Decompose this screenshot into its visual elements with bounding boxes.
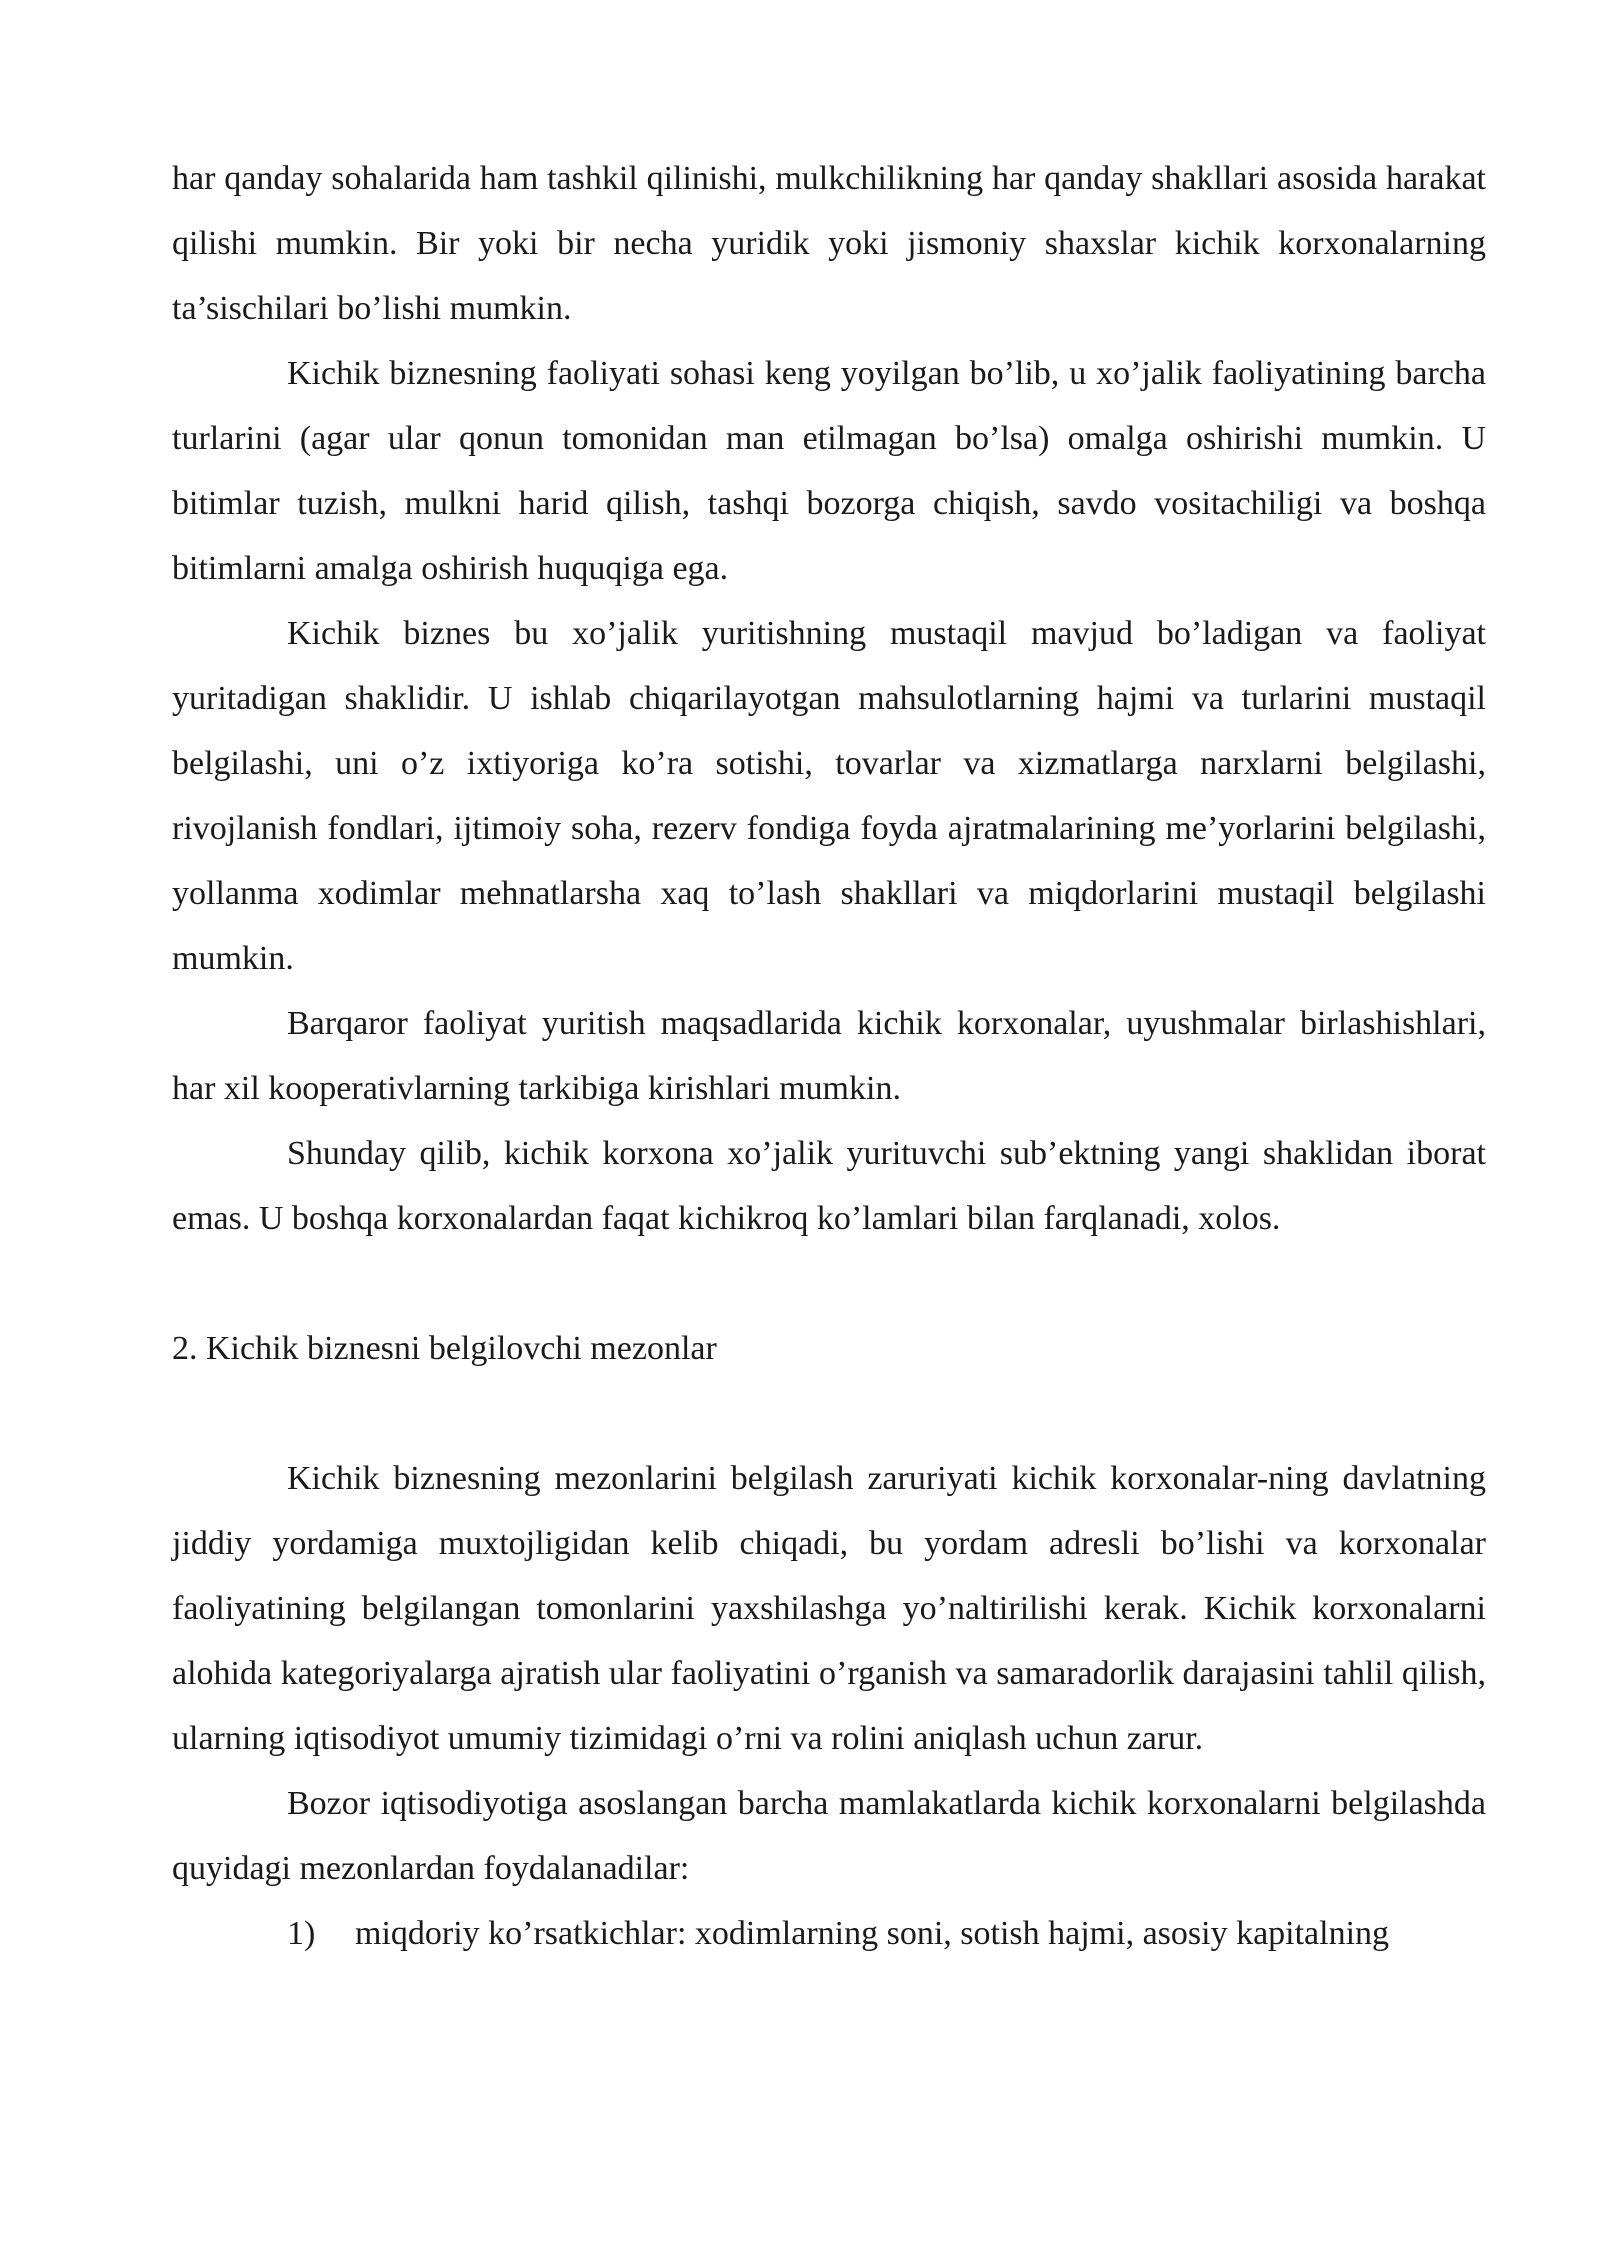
- paragraph-continuation: har qanday sohalarida ham tashkil qilinishi, mulkchilikning har qanday shakllari asosida harakat qilishi mumkin. Bir yoki bir necha yuridik yoki jismoniy shaxslar kichik korxonalarning ta’sischilari bo’lishi mumkin.: [172, 160, 1486, 327]
- paragraph-criteria-need: Kichik biznesning mezonlarini belgilash zaruriyati kichik korxonalar-ning davlatning jiddiy yordamiga muxtojligidan kelib chiqadi, bu yordam adresli bo’lishi va korxonalar faoliyatining belgilangan tomonlarini yaxshilashga yo’naltirilishi kerak. Kichik korxonalarni alohida kategoriyalarga ajratish ular faoliyatini o’rganish va samaradorlik darajasini tahlil qilish, ularning iqtisodiyot umumiy tizimidagi o’rni va rolini aniqlash uchun zarur.: [172, 1460, 1486, 1757]
- list-item-text: miqdoriy ko’rsatkichlar: xodimlarning soni, sotish hajmi, asosiy kapitalning: [355, 1915, 1390, 1952]
- paragraph-activity-scope: Kichik biznesning faoliyati sohasi keng yoyilgan bo’lib, u xo’jalik faoliyatining barcha turlarini (agar ular qonun tomonidan man etilmagan bo’lsa) omalga oshirishi mumkin. U bitimlar tuzish, mulkni harid qilish, tashqi bozorga chiqish, savdo vositachiligi va boshqa bitimlarni amalga oshirish huquqiga ega.: [172, 355, 1486, 587]
- list-item-number: 1): [287, 1915, 316, 1952]
- section-heading: 2. Kichik biznesni belgilovchi mezonlar: [172, 1330, 717, 1367]
- list-item: [172, 1901, 1486, 1966]
- document-body: [172, 146, 1486, 1966]
- paragraph-stable-activity: Barqaror faoliyat yuritish maqsadlarida kichik korxonalar, uyushmalar birlashishlari, har xil kooperativlarning tarkibiga kirishlari mumkin.: [172, 1005, 1486, 1107]
- paragraph-criteria-intro: Bozor iqtisodiyotiga asoslangan barcha mamlakatlarda kichik korxonalarni belgilashda quyidagi mezonlardan foydalanadilar:: [172, 1785, 1486, 1887]
- paragraph-conclusion: Shunday qilib, kichik korxona xo’jalik yurituvchi sub’ektning yangi shaklidan iborat emas. U boshqa korxonalardan faqat kichikroq ko’lamlari bilan farqlanadi, xolos.: [172, 1135, 1486, 1237]
- paragraph-independent-form: Kichik biznes bu xo’jalik yuritishning mustaqil mavjud bo’ladigan va faoliyat yuritadigan shaklidir. U ishlab chiqarilayotgan mahsulotlarning hajmi va turlarini mustaqil belgilashi, uni o’z ixtiyoriga ko’ra sotishi, tovarlar va xizmatlarga narxlarni belgilashi, rivojlanish fondlari, ijtimoiy soha, rezerv fondiga foyda ajratmalarining me’yorlarini belgilashi, yollanma xodimlar mehnatlarsha xaq to’lash shakllari va miqdorlarini mustaqil belgilashi mumkin.: [172, 615, 1486, 977]
